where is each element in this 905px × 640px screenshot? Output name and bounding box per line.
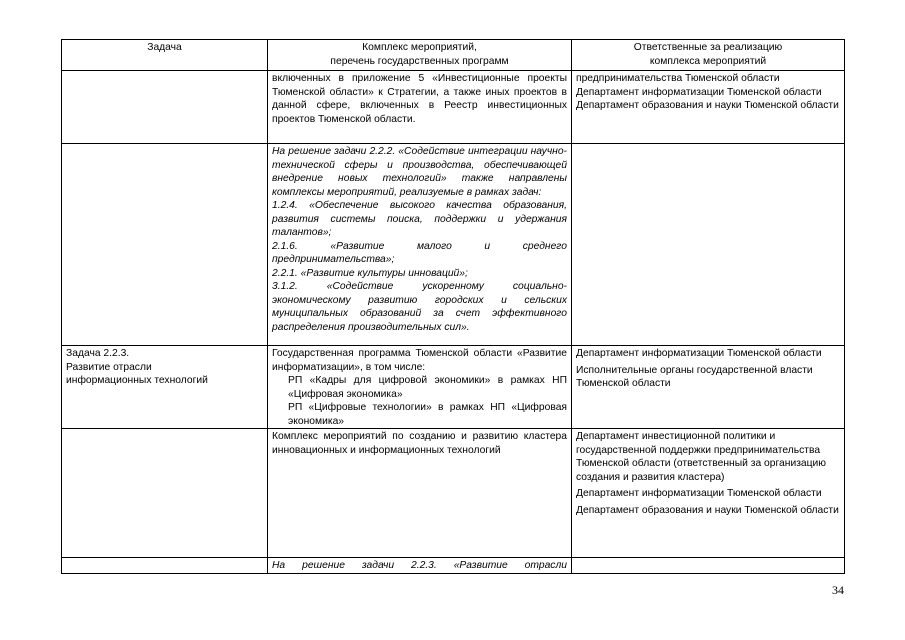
project-item: РП «Кадры для цифровой экономики» в рамках НП «Цифровая экономика» xyxy=(288,375,567,400)
measures-text: Комплекс мероприятий по созданию и развитию кластера инновационных и информационных технологий xyxy=(272,431,567,456)
measures-cell xyxy=(268,429,572,558)
header-measures xyxy=(268,40,572,71)
table-row xyxy=(62,558,845,574)
task-cell xyxy=(62,558,268,574)
responsible-item: Департамент информатизации Тюменской области xyxy=(576,348,822,359)
responsible-item: Департамент образования и науки Тюменской области xyxy=(576,100,839,111)
page-number: 34 xyxy=(832,583,844,597)
task-cell xyxy=(62,144,268,346)
responsible-item: Исполнительные органы государственной власти Тюменской области xyxy=(576,364,813,389)
header-task: Задача xyxy=(62,40,268,71)
measures-text: Государственная программа Тюменской области «Развитие информатизации», в том числе: xyxy=(272,348,567,373)
measures-text: На решение задачи 2.2.3. «Развитие отрасли xyxy=(272,560,567,571)
responsible-item: предпринимательства Тюменской области xyxy=(576,73,780,84)
header-responsible-line2: комплекса мероприятий xyxy=(649,55,767,67)
table-row xyxy=(62,144,845,346)
header-responsible-line1: Ответственные за реализацию xyxy=(633,42,783,53)
table-row xyxy=(62,429,845,558)
responsible-item: Департамент информатизации Тюменской области xyxy=(576,86,822,98)
measures-cell xyxy=(268,346,572,429)
table-header-row xyxy=(62,40,845,71)
responsible-item: Департамент инвестиционной политики и государственной поддержки предпринимательства Тюменской области (ответственный за организацию создания и развития кластера) xyxy=(576,431,827,483)
responsible-item: Департамент образования и науки Тюменской области xyxy=(576,504,839,516)
measures-intro: На решение задачи 2.2.2. «Содействие интеграции научно-технической сферы и производства, обеспечивающей внедрение новых технологий» также направлены комплексы мероприятий, реализуемые в рамках задач: xyxy=(272,146,567,198)
header-measures-line1: Комплекс мероприятий, xyxy=(362,42,477,53)
responsible-cell xyxy=(572,429,845,558)
header-measures-line2: перечень государственных программ xyxy=(330,55,509,67)
task-number: Задача 2.2.3. xyxy=(66,348,130,359)
header-responsible xyxy=(572,40,845,71)
responsible-cell xyxy=(572,71,845,144)
task-title: Развитие отрасли xyxy=(66,361,152,373)
responsible-cell xyxy=(572,558,845,574)
table-row xyxy=(62,346,845,429)
measures-cell xyxy=(268,144,572,346)
related-task-item: 2.1.6. «Развитие малого и среднего предпринимательства»; xyxy=(272,240,567,265)
responsible-item: Департамент информатизации Тюменской области xyxy=(576,488,822,499)
task-cell xyxy=(62,346,268,429)
related-task-item: 1.2.4. «Обеспечение высокого качества образования, развития системы поиска, поддержки и удержания талантов»; xyxy=(272,200,567,238)
responsible-cell xyxy=(572,346,845,429)
task-title: информационных технологий xyxy=(66,375,208,386)
table-row xyxy=(62,71,845,144)
project-item: РП «Цифровые технологии» в рамках НП «Цифровая экономика» xyxy=(288,402,567,427)
responsible-cell xyxy=(572,144,845,346)
task-cell xyxy=(62,429,268,558)
strategy-measures-table xyxy=(61,39,845,574)
measures-text: включенных в приложение 5 «Инвестиционные проекты Тюменской области» к Стратегии, а также иных проектов в данной сфере, включенных в Реестр инвестиционных проектов Тюменской области. xyxy=(272,73,567,125)
task-cell xyxy=(62,71,268,144)
related-task-item: 2.2.1. «Развитие культуры инноваций»; xyxy=(272,267,468,279)
measures-cell xyxy=(268,71,572,144)
related-task-item: 3.1.2. «Содействие ускоренному социально-экономическому развитию городских и сельских муниципальных образований за счет эффективного распределения производительных сил». xyxy=(272,281,567,333)
measures-cell xyxy=(268,558,572,574)
